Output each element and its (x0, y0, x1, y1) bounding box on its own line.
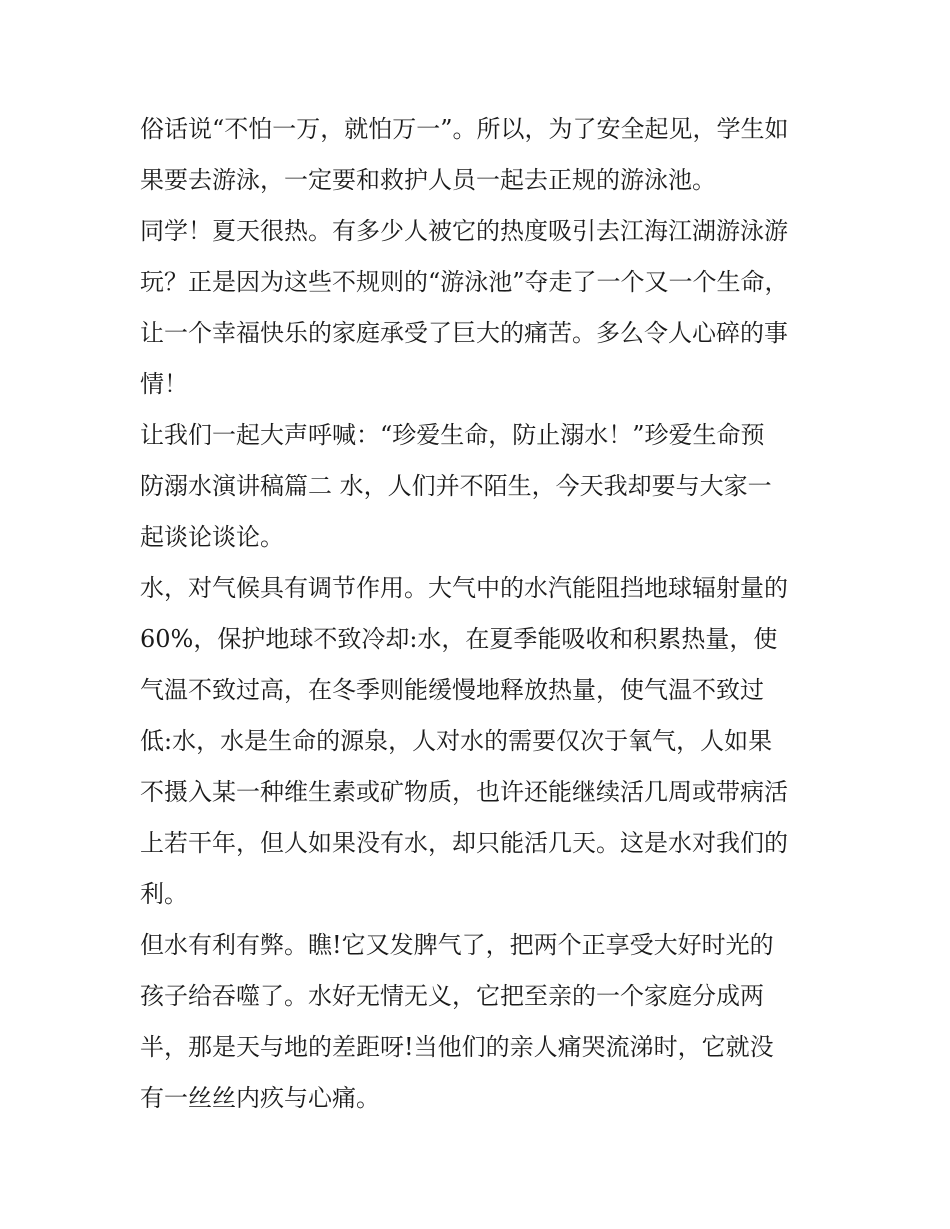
text-line: 玩？正是因为这些不规则的“游泳池”夺走了一个又一个生命， (140, 268, 789, 296)
document-body (140, 104, 830, 1124)
text-line: 低:水，水是生命的源泉，人对水的需要仅次于氧气，人如果 (140, 727, 773, 755)
text-line: 利。 (140, 880, 188, 908)
text-line: 起谈论谈论。 (140, 523, 284, 551)
text-line: 让我们一起大声呼喊：“珍爱生命，防止溺水！”珍爱生命预 (140, 421, 765, 449)
text-line: 水，对气候具有调节作用。大气中的水汽能阻挡地球辐射量的 (140, 574, 788, 602)
text-line: 防溺水演讲稿篇二 水，人们并不陌生，今天我却要与大家一 (140, 472, 772, 500)
text-line: 让一个幸福快乐的家庭承受了巨大的痛苦。多么令人心碎的事 (140, 319, 788, 347)
text-line: 但水有利有弊。瞧!它又发脾气了，把两个正享受大好时光的 (140, 931, 774, 959)
text-line: 半，那是天与地的差距呀!当他们的亲人痛哭流涕时，它就没 (140, 1033, 774, 1061)
text-line: 气温不致过高，在冬季则能缓慢地释放热量，使气温不致过 (140, 676, 764, 704)
text-line: 孩子给吞噬了。水好无情无义，它把至亲的一个家庭分成两 (140, 982, 764, 1010)
text-line: 不摄入某一种维生素或矿物质，也许还能继续活几周或带病活 (140, 778, 788, 806)
text-line: 俗话说“不怕一万，就怕万一”。所以，为了安全起见，学生如 (140, 115, 789, 143)
text-line: 果要去游泳，一定要和救护人员一起去正规的游泳池。 (140, 166, 716, 194)
text-line: 有一丝丝内疚与心痛。 (140, 1084, 380, 1112)
text-line: 同学！夏天很热。有多少人被它的热度吸引去江海江湖游泳游 (140, 217, 788, 245)
text-line: 上若干年，但人如果没有水，却只能活几天。这是水对我们的 (140, 829, 788, 857)
text-line: 60%，保护地球不致冷却:水，在夏季能吸收和积累热量，使 (140, 625, 778, 653)
text-line: 情！ (140, 370, 188, 398)
